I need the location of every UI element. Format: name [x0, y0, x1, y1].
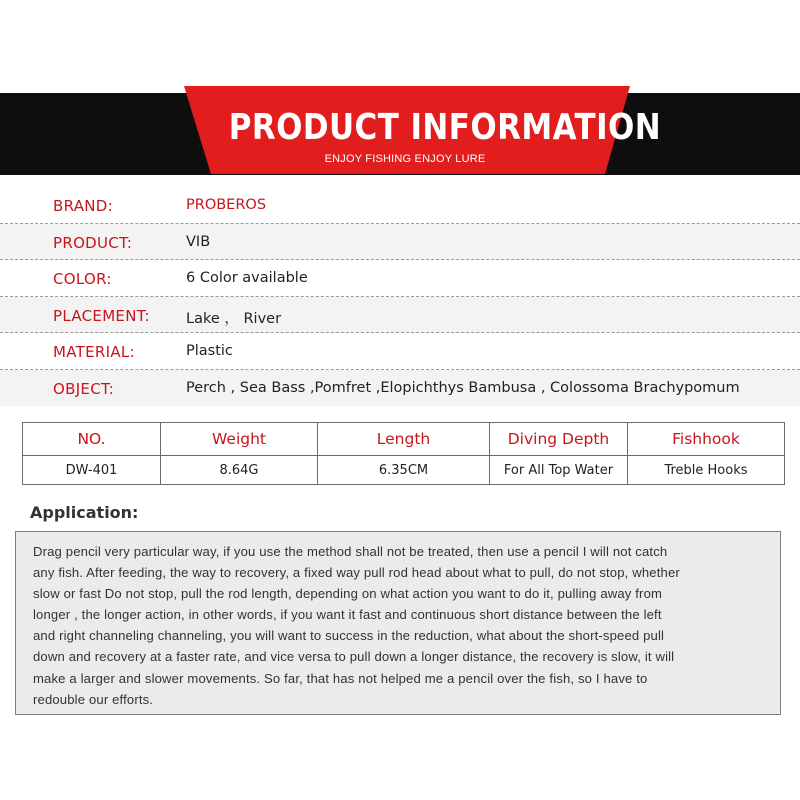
page-title: PRODUCT INFORMATION: [228, 107, 662, 148]
spec-value-material: Plastic: [186, 343, 233, 359]
spec-value-product: VIB: [186, 233, 211, 250]
application-heading: Application:: [30, 503, 139, 522]
spec-row-color: [0, 260, 800, 297]
spec-key-product: PRODUCT:: [53, 233, 133, 252]
table-header-length: Length: [318, 423, 490, 456]
spec-value-placement: Lake ， River: [186, 310, 282, 327]
page-subtitle: ENJOY FISHING ENJOY LURE: [324, 153, 486, 165]
table-cell-length: 6.35CM: [318, 456, 490, 485]
table-header-weight: Weight: [161, 423, 318, 456]
table-cell-weight: 8.64G: [161, 456, 318, 485]
spec-row-product: [0, 224, 800, 261]
spec-table: [22, 422, 785, 485]
spec-list: [0, 187, 800, 406]
table-row: [23, 456, 785, 485]
spec-key-color: COLOR:: [53, 270, 112, 288]
table-cell-fishhook: Treble Hooks: [628, 456, 785, 485]
table-header-no: NO.: [23, 423, 161, 456]
application-text: Drag pencil very particular way, if you use the method shall not be treated, then use a pencil I will not catch any fish. After feeding, the way to recovery, a fixed way pull rod head about what to pull, do not stop, whether slow or fast Do not stop, pull the rod length, depending on what action you want to do it, pulling away from longer , the longer action, in other words, if you want it fast and continuous short distance between the left and right channeling channeling, you will want to success in the reduction, what about the short-speed pull down and recovery at a faster rate, and vice versa to pull down a longer distance, the recovery is slow, it will make a larger and slower movements. So far, that has not helped me a pencil over the fish, so I have to redouble our efforts.: [33, 544, 680, 707]
spec-key-placement: PLACEMENT:: [53, 306, 150, 325]
table-header-fishhook: Fishhook: [628, 423, 785, 456]
spec-key-brand: BRAND:: [53, 197, 113, 215]
table-cell-no: DW-401: [23, 456, 161, 485]
spec-key-object: OBJECT:: [53, 379, 115, 398]
table-cell-diving-depth: For All Top Water: [490, 456, 628, 485]
table-header-diving-depth: Diving Depth: [490, 423, 628, 456]
spec-row-brand: [0, 187, 800, 224]
application-box: [15, 531, 781, 715]
spec-value-color: 6 Color available: [186, 270, 308, 286]
spec-value-object: Perch , Sea Bass ,Pomfret ,Elopichthys Bambusa , Colossoma Brachypomum: [186, 379, 740, 396]
spec-row-material: [0, 333, 800, 370]
spec-row-object: [0, 370, 800, 407]
spec-row-placement: [0, 297, 800, 334]
spec-value-brand: PROBEROS: [186, 197, 267, 213]
table-header-row: [23, 423, 785, 456]
spec-key-material: MATERIAL:: [53, 343, 135, 361]
